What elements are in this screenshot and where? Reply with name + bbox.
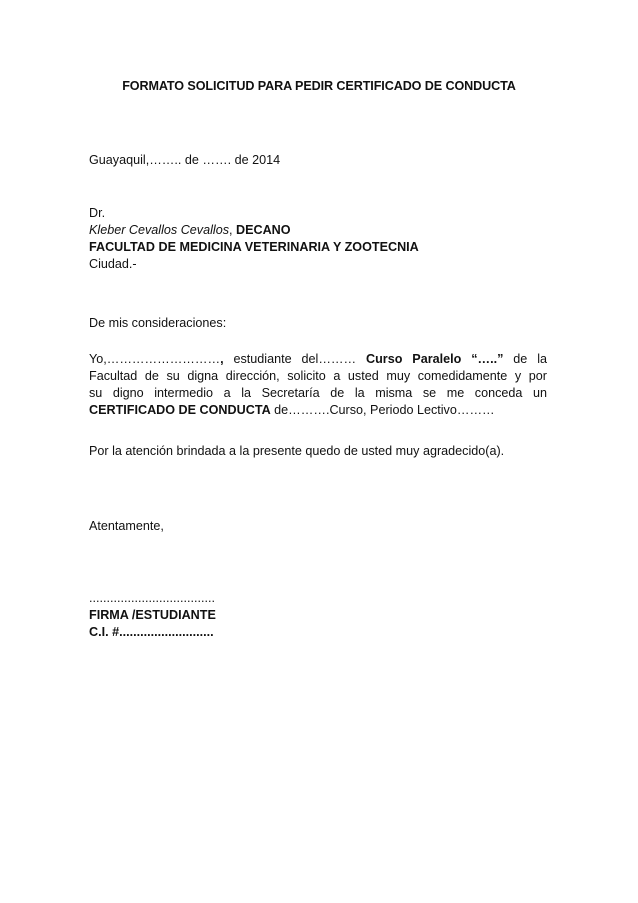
recipient-name: Kleber Cevallos Cevallos	[89, 223, 229, 237]
greeting: De mis consideraciones:	[89, 316, 227, 330]
recipient-city: Ciudad.-	[89, 257, 137, 271]
body-line-3: su digno intermedio a la Secretaría de la misma se me conceda un	[89, 386, 547, 400]
recipient-role: DECANO	[236, 223, 291, 237]
body-line-4: CERTIFICADO DE CONDUCTA de……….Curso, Periodo Lectivo………	[89, 403, 495, 417]
recipient-separator: ,	[229, 223, 236, 237]
document-title: FORMATO SOLICITUD PARA PEDIR CERTIFICADO DE CONDUCTA	[122, 79, 516, 93]
thanks-line: Por la atención brindada a la presente quedo de usted muy agradecido(a).	[89, 444, 505, 458]
recipient-name-line	[89, 222, 291, 238]
signature-label: FIRMA /ESTUDIANTE	[89, 608, 216, 622]
date-line: Guayaquil,…….. de ……. de 2014	[89, 153, 281, 167]
closing: Atentamente,	[89, 519, 164, 533]
signature-ci: C.I. #...........................	[89, 625, 214, 639]
recipient-title: Dr.	[89, 206, 106, 220]
body-line-1: Yo,………………………, estudiante del……… Curso Paralelo “…..” de la	[89, 352, 548, 366]
signature-dots: ....................................	[89, 591, 215, 605]
body-line-2: Facultad de su digna dirección, solicito a usted muy comedidamente y por	[89, 369, 547, 383]
recipient-faculty: FACULTAD DE MEDICINA VETERINARIA Y ZOOTECNIA	[89, 240, 419, 254]
body-paragraph	[89, 351, 547, 419]
